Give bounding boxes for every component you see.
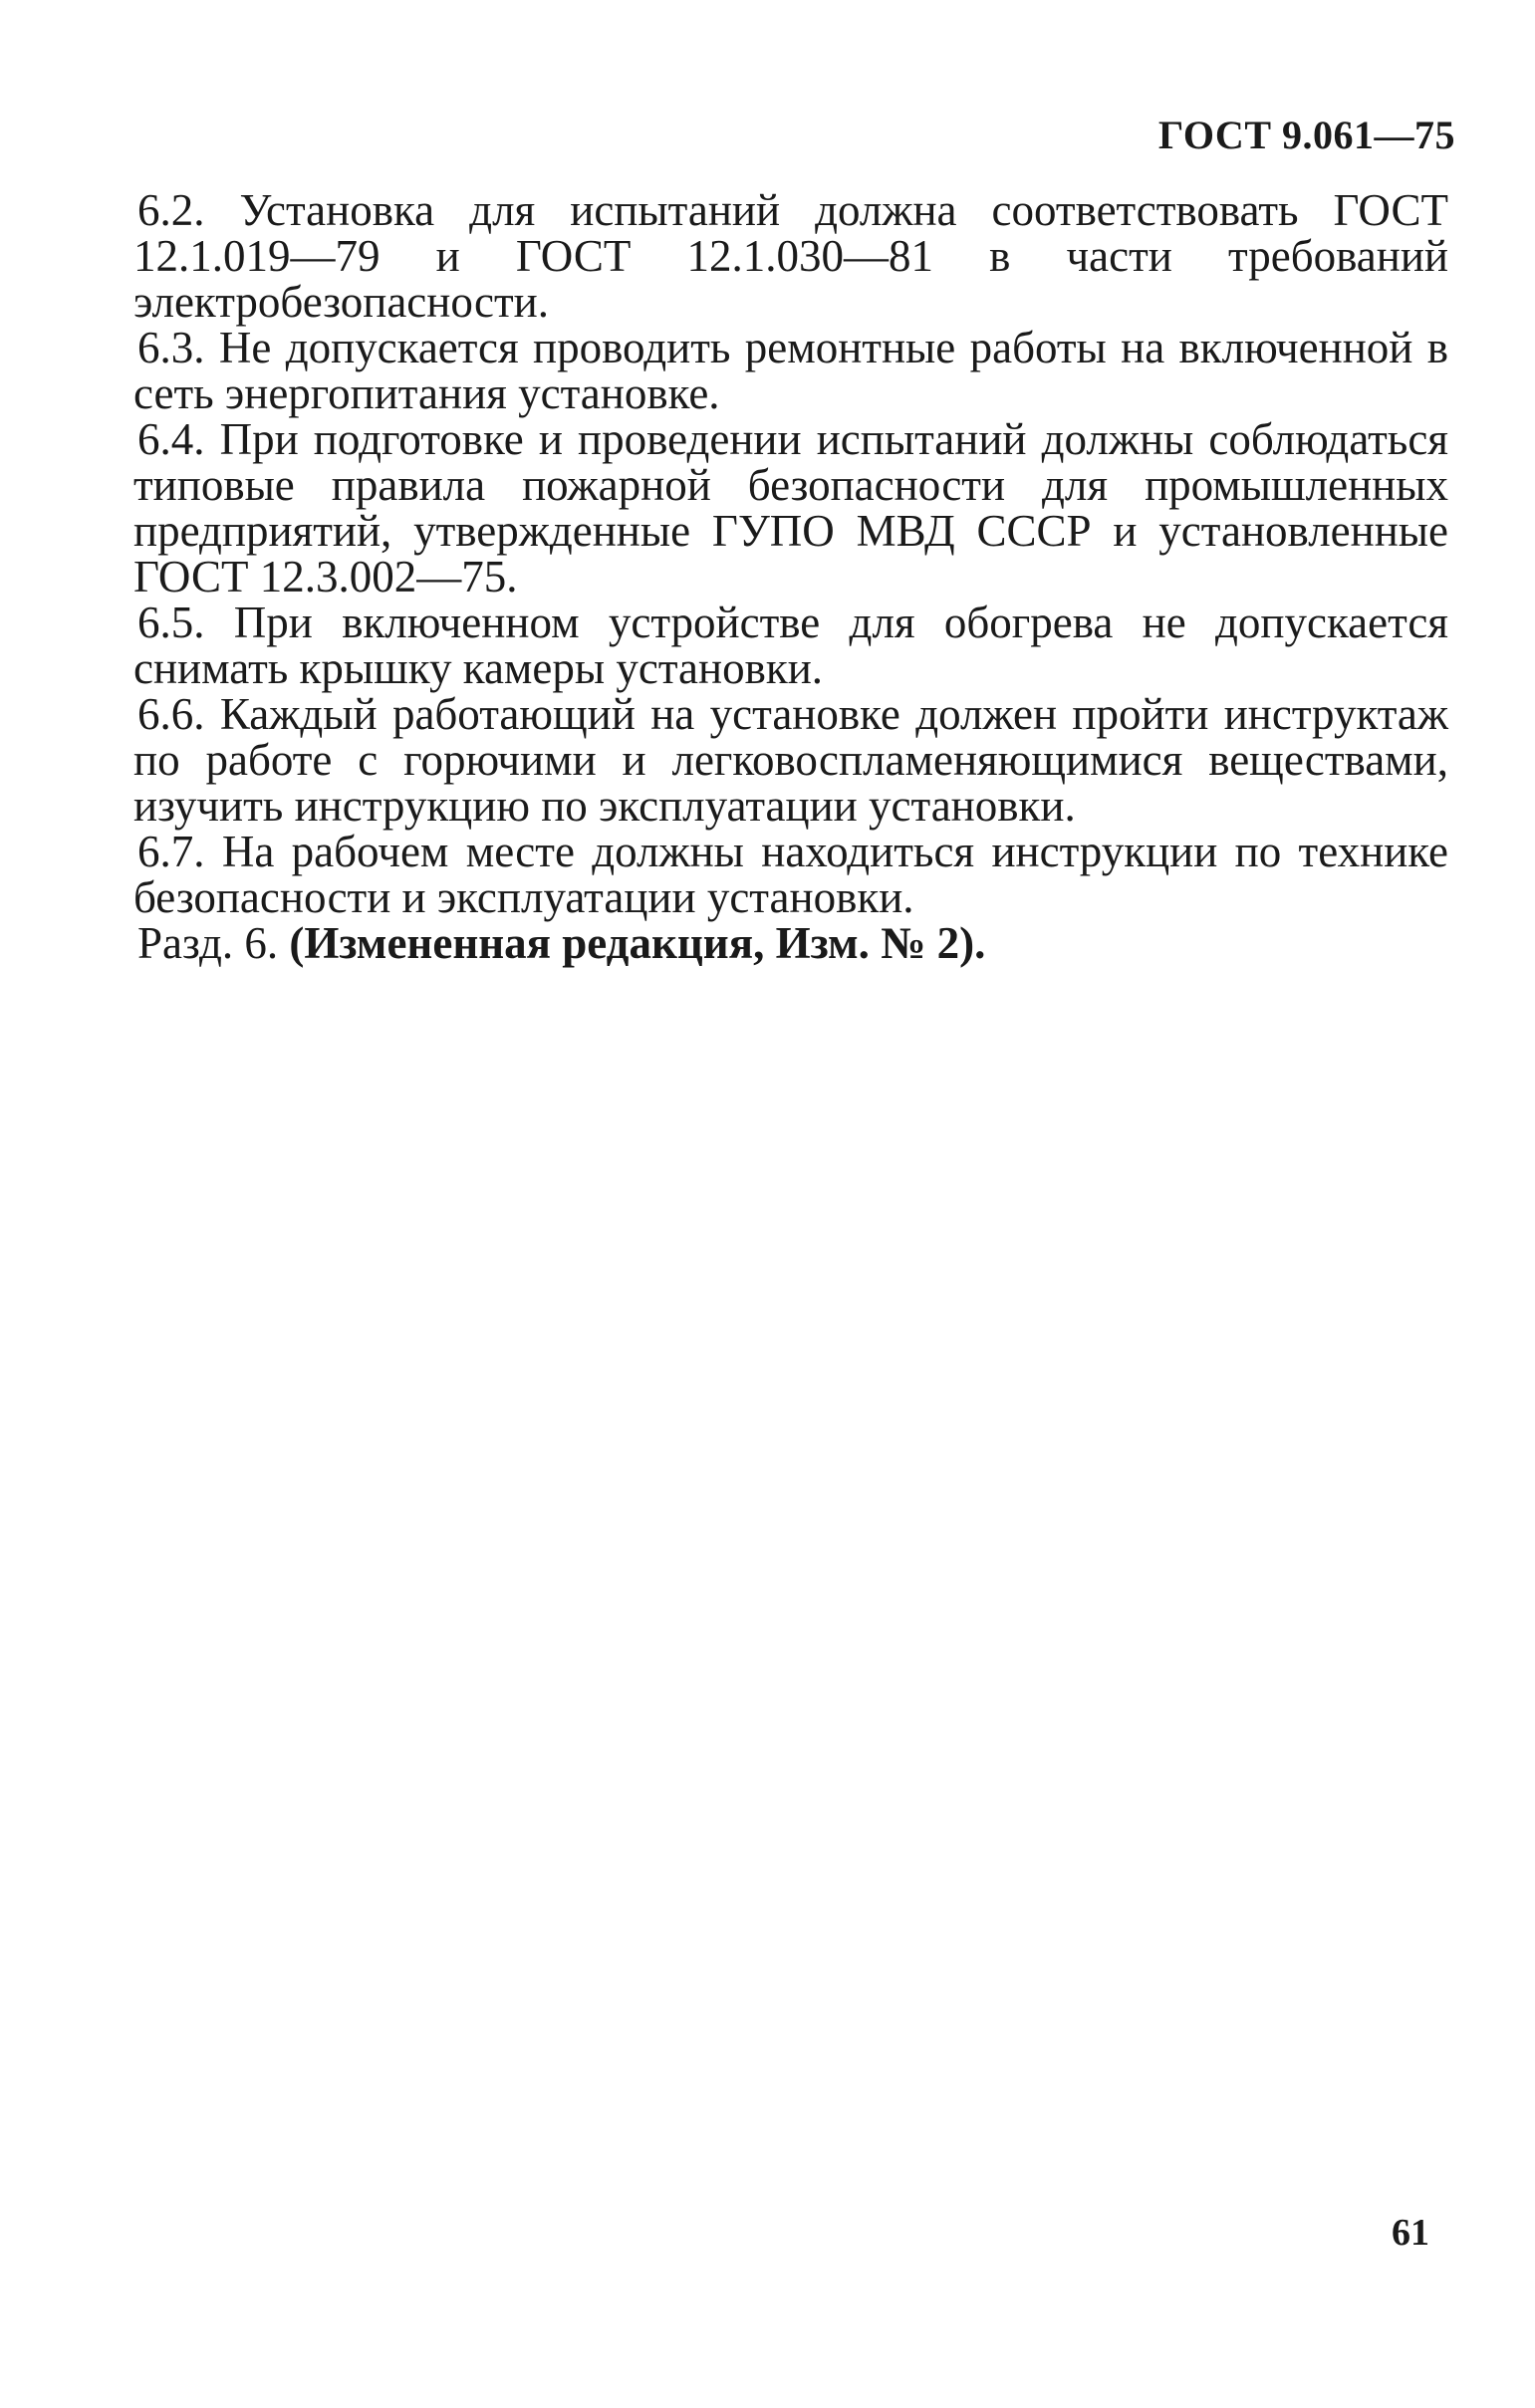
paragraph-6-3: 6.3. Не допускается проводить ремонтные работы на включенной в сеть энергопитания установке. bbox=[133, 323, 1448, 418]
section-note bbox=[133, 920, 1448, 966]
paragraph-6-7: 6.7. На рабочем месте должны находиться инструкции по технике безопасности и эксплуатации установки. bbox=[133, 827, 1448, 922]
page-number: 61 bbox=[1392, 2212, 1429, 2254]
section-note-bold: (Измененная редакция, Изм. № 2). bbox=[289, 918, 986, 968]
paragraph-6-4: 6.4. При подготовке и проведении испытаний должны соблюдаться типовые правила пожарной безопасности для промышленных предприятий, утвержденные ГУПО МВД СССР и установленные ГОСТ 12.3.002—75. bbox=[133, 414, 1448, 602]
document-body bbox=[133, 187, 1448, 966]
paragraph-6-5: 6.5. При включенном устройстве для обогрева не допускается снимать крышку камеры установки. bbox=[133, 598, 1448, 693]
page-header: ГОСТ 9.061—75 bbox=[1157, 113, 1455, 157]
paragraph-6-2: 6.2. Установка для испытаний должна соответствовать ГОСТ 12.1.019—79 и ГОСТ 12.1.030—81 в части требований электробезопасности. bbox=[133, 185, 1448, 327]
paragraph-6-6: 6.6. Каждый работающий на установке должен пройти инструктаж по работе с горючими и легковоспламеняющимися веществами, изучить инструкцию по эксплуатации установки. bbox=[133, 689, 1448, 831]
section-note-prefix: Разд. 6. bbox=[137, 918, 290, 968]
